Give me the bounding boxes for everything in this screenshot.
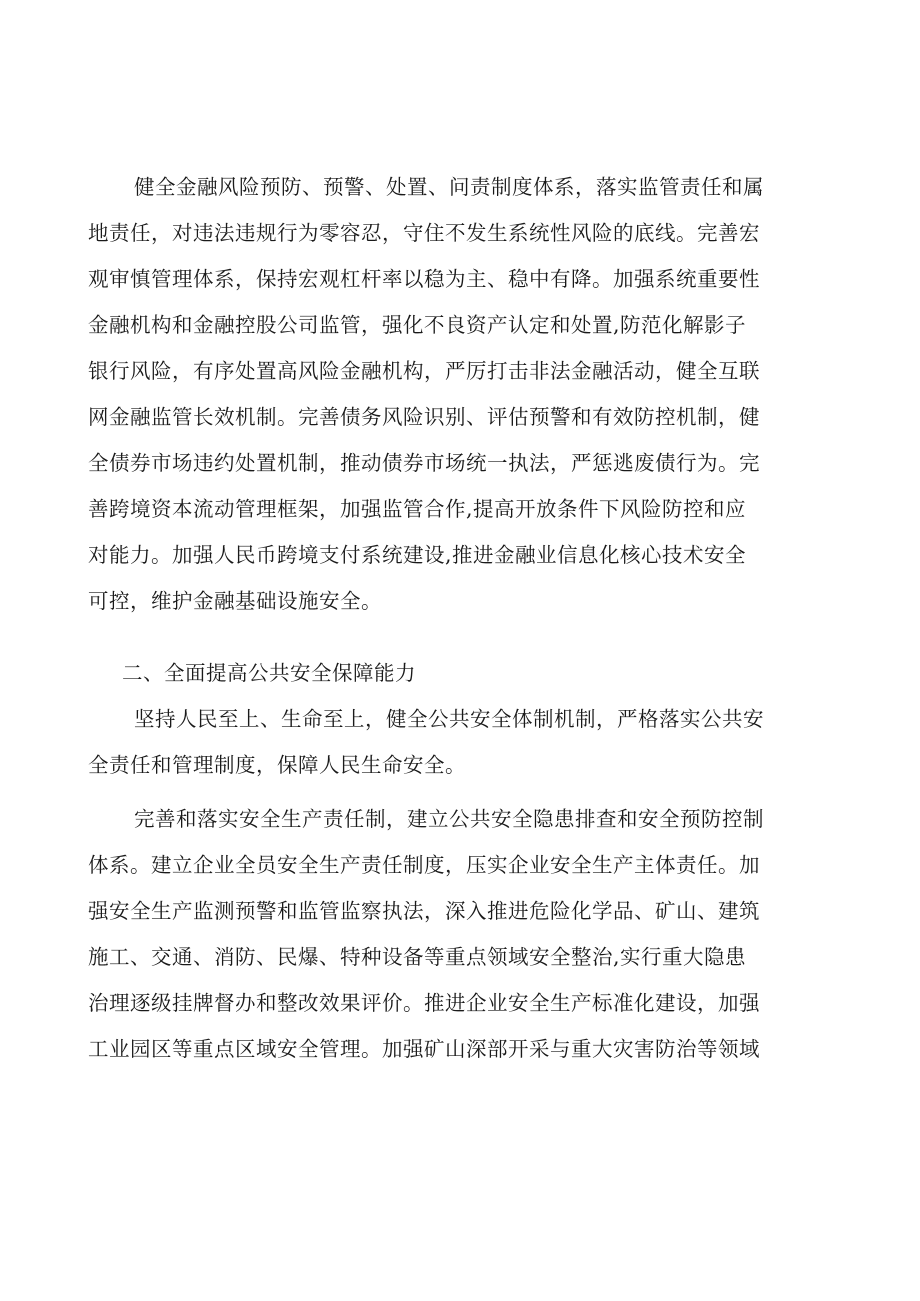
text-line: 施工、交通、消防、民爆、特种设备等重点领域安全整治,实行重大隐患 — [88, 945, 747, 969]
text-line: 地责任，对违法违规行为零容忍，守住不发生系统性风险的底线。完善宏 — [88, 221, 760, 245]
paragraph-people-first — [88, 696, 832, 788]
text-line: 可控，维护金融基础设施安全。 — [88, 589, 382, 613]
document-page — [88, 164, 832, 1072]
text-line: 金融机构和金融控股公司监管，强化不良资产认定和处置,防范化解影子 — [88, 313, 747, 337]
text-line: 银行风险，有序处置高风险金融机构，严厉打击非法金融活动，健全互联 — [88, 359, 760, 383]
text-line: 网金融监管长效机制。完善债务风险识别、评估预警和有效防控机制，健 — [88, 405, 760, 429]
text-line: 坚持人民至上、生命至上，健全公共安全体制机制，严格落实公共安 — [134, 707, 764, 731]
text-line: 强安全生产监测预警和监管监察执法，深入推进危险化学品、矿山、建筑 — [88, 899, 760, 923]
text-line: 全债券市场违约处置机制，推动债券市场统一执法，严惩逃废债行为。完 — [88, 451, 760, 475]
text-line: 善跨境资本流动管理框架，加强监管合作,提高开放条件下风险防控和应 — [88, 497, 747, 521]
text-line: 健全金融风险预防、预警、处置、问责制度体系，落实监管责任和属 — [134, 175, 764, 199]
text-line: 全责任和管理制度，保障人民生命安全。 — [88, 753, 466, 777]
paragraph-financial-risk — [88, 164, 832, 624]
paragraph-production-safety — [88, 796, 832, 1072]
text-line: 治理逐级挂牌督办和整改效果评价。推进企业安全生产标准化建设，加强 — [88, 991, 760, 1015]
text-line: 完善和落实安全生产责任制，建立公共安全隐患排查和安全预防控制 — [134, 807, 764, 831]
text-line: 观审慎管理体系，保持宏观杠杆率以稳为主、稳中有降。加强系统重要性 — [88, 267, 760, 291]
section-heading: 二、全面提高公共安全保障能力 — [122, 661, 416, 685]
text-line: 对能力。加强人民币跨境支付系统建设,推进金融业信息化核心技术安全 — [88, 543, 747, 567]
text-line: 工业园区等重点区域安全管理。加强矿山深部开采与重大灾害防治等领域 — [88, 1037, 760, 1061]
text-line: 体系。建立企业全员安全生产责任制度，压实企业安全生产主体责任。加 — [88, 853, 760, 877]
